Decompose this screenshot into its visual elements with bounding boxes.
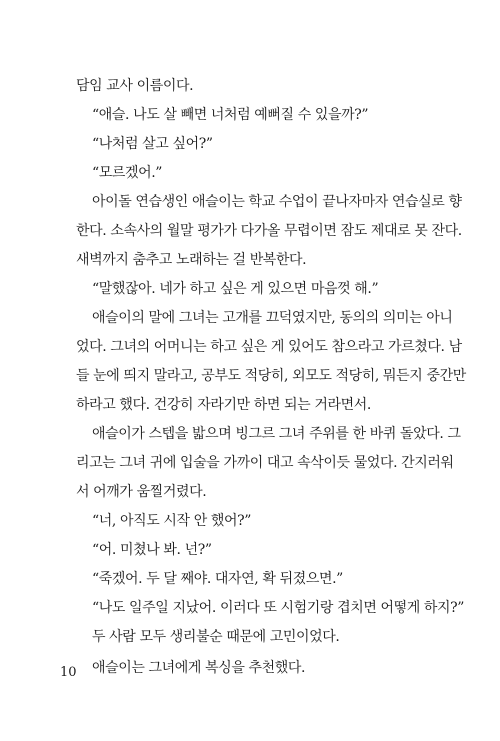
text-line: 었다. 그녀의 어머니는 하고 싶은 게 있어도 참으라고 가르쳤다. 남	[76, 339, 462, 355]
text-line: 애슬이는 그녀에게 복싱을 추천했다.	[92, 660, 306, 676]
text-line: 애슬이가 스텝을 밟으며 빙그르 그녀 주위를 한 바퀴 돌았다. 그	[92, 426, 461, 442]
text-line: 서 어깨가 움찔거렸다.	[76, 484, 207, 500]
text-line: 리고는 그녀 귀에 입술을 가까이 대고 속삭이듯 물었다. 간지러워	[76, 455, 454, 471]
page-number: 10	[60, 665, 77, 680]
text-line: 애슬이의 말에 그녀는 고개를 끄덕였지만, 동의의 의미는 아니	[92, 310, 453, 326]
text-line: 두 사람 모두 생리불순 때문에 고민이었다.	[92, 629, 340, 645]
body-text	[76, 72, 466, 683]
text-line: “어. 미쳤나 봐. 넌?”	[92, 542, 212, 558]
text-line: “애슬. 나도 살 빼면 너처럼 예뻐질 수 있을까?”	[92, 107, 369, 123]
text-line: “모르겠어.”	[92, 165, 163, 181]
text-line: “죽겠어. 두 달 째야. 대자연, 확 뒤졌으면.”	[92, 571, 343, 587]
text-line: “너, 아직도 시작 안 했어?”	[92, 513, 251, 529]
text-line: 새벽까지 춤추고 노래하는 걸 반복한다.	[76, 252, 307, 268]
text-line: “나처럼 살고 싶어?”	[92, 136, 213, 152]
text-line: 한다. 소속사의 월말 평가가 다가올 무렵이면 잠도 제대로 못 잔다.	[76, 223, 462, 239]
text-line: 하라고 했다. 건강히 자라기만 하면 되는 거라면서.	[76, 397, 371, 413]
text-line: 들 눈에 띄지 말라고, 공부도 적당히, 외모도 적당히, 뭐든지 중간만	[76, 368, 466, 384]
text-line: 아이돌 연습생인 애슬이는 학교 수업이 끝나자마자 연습실로 향	[92, 194, 462, 210]
text-line: 담임 교사 이름이다.	[76, 78, 194, 94]
text-line: “말했잖아. 네가 하고 싶은 게 있으면 마음껏 해.”	[92, 281, 379, 297]
text-line: “나도 일주일 지났어. 이러다 또 시험기랑 겹치면 어떻게 하지?”	[92, 600, 465, 616]
